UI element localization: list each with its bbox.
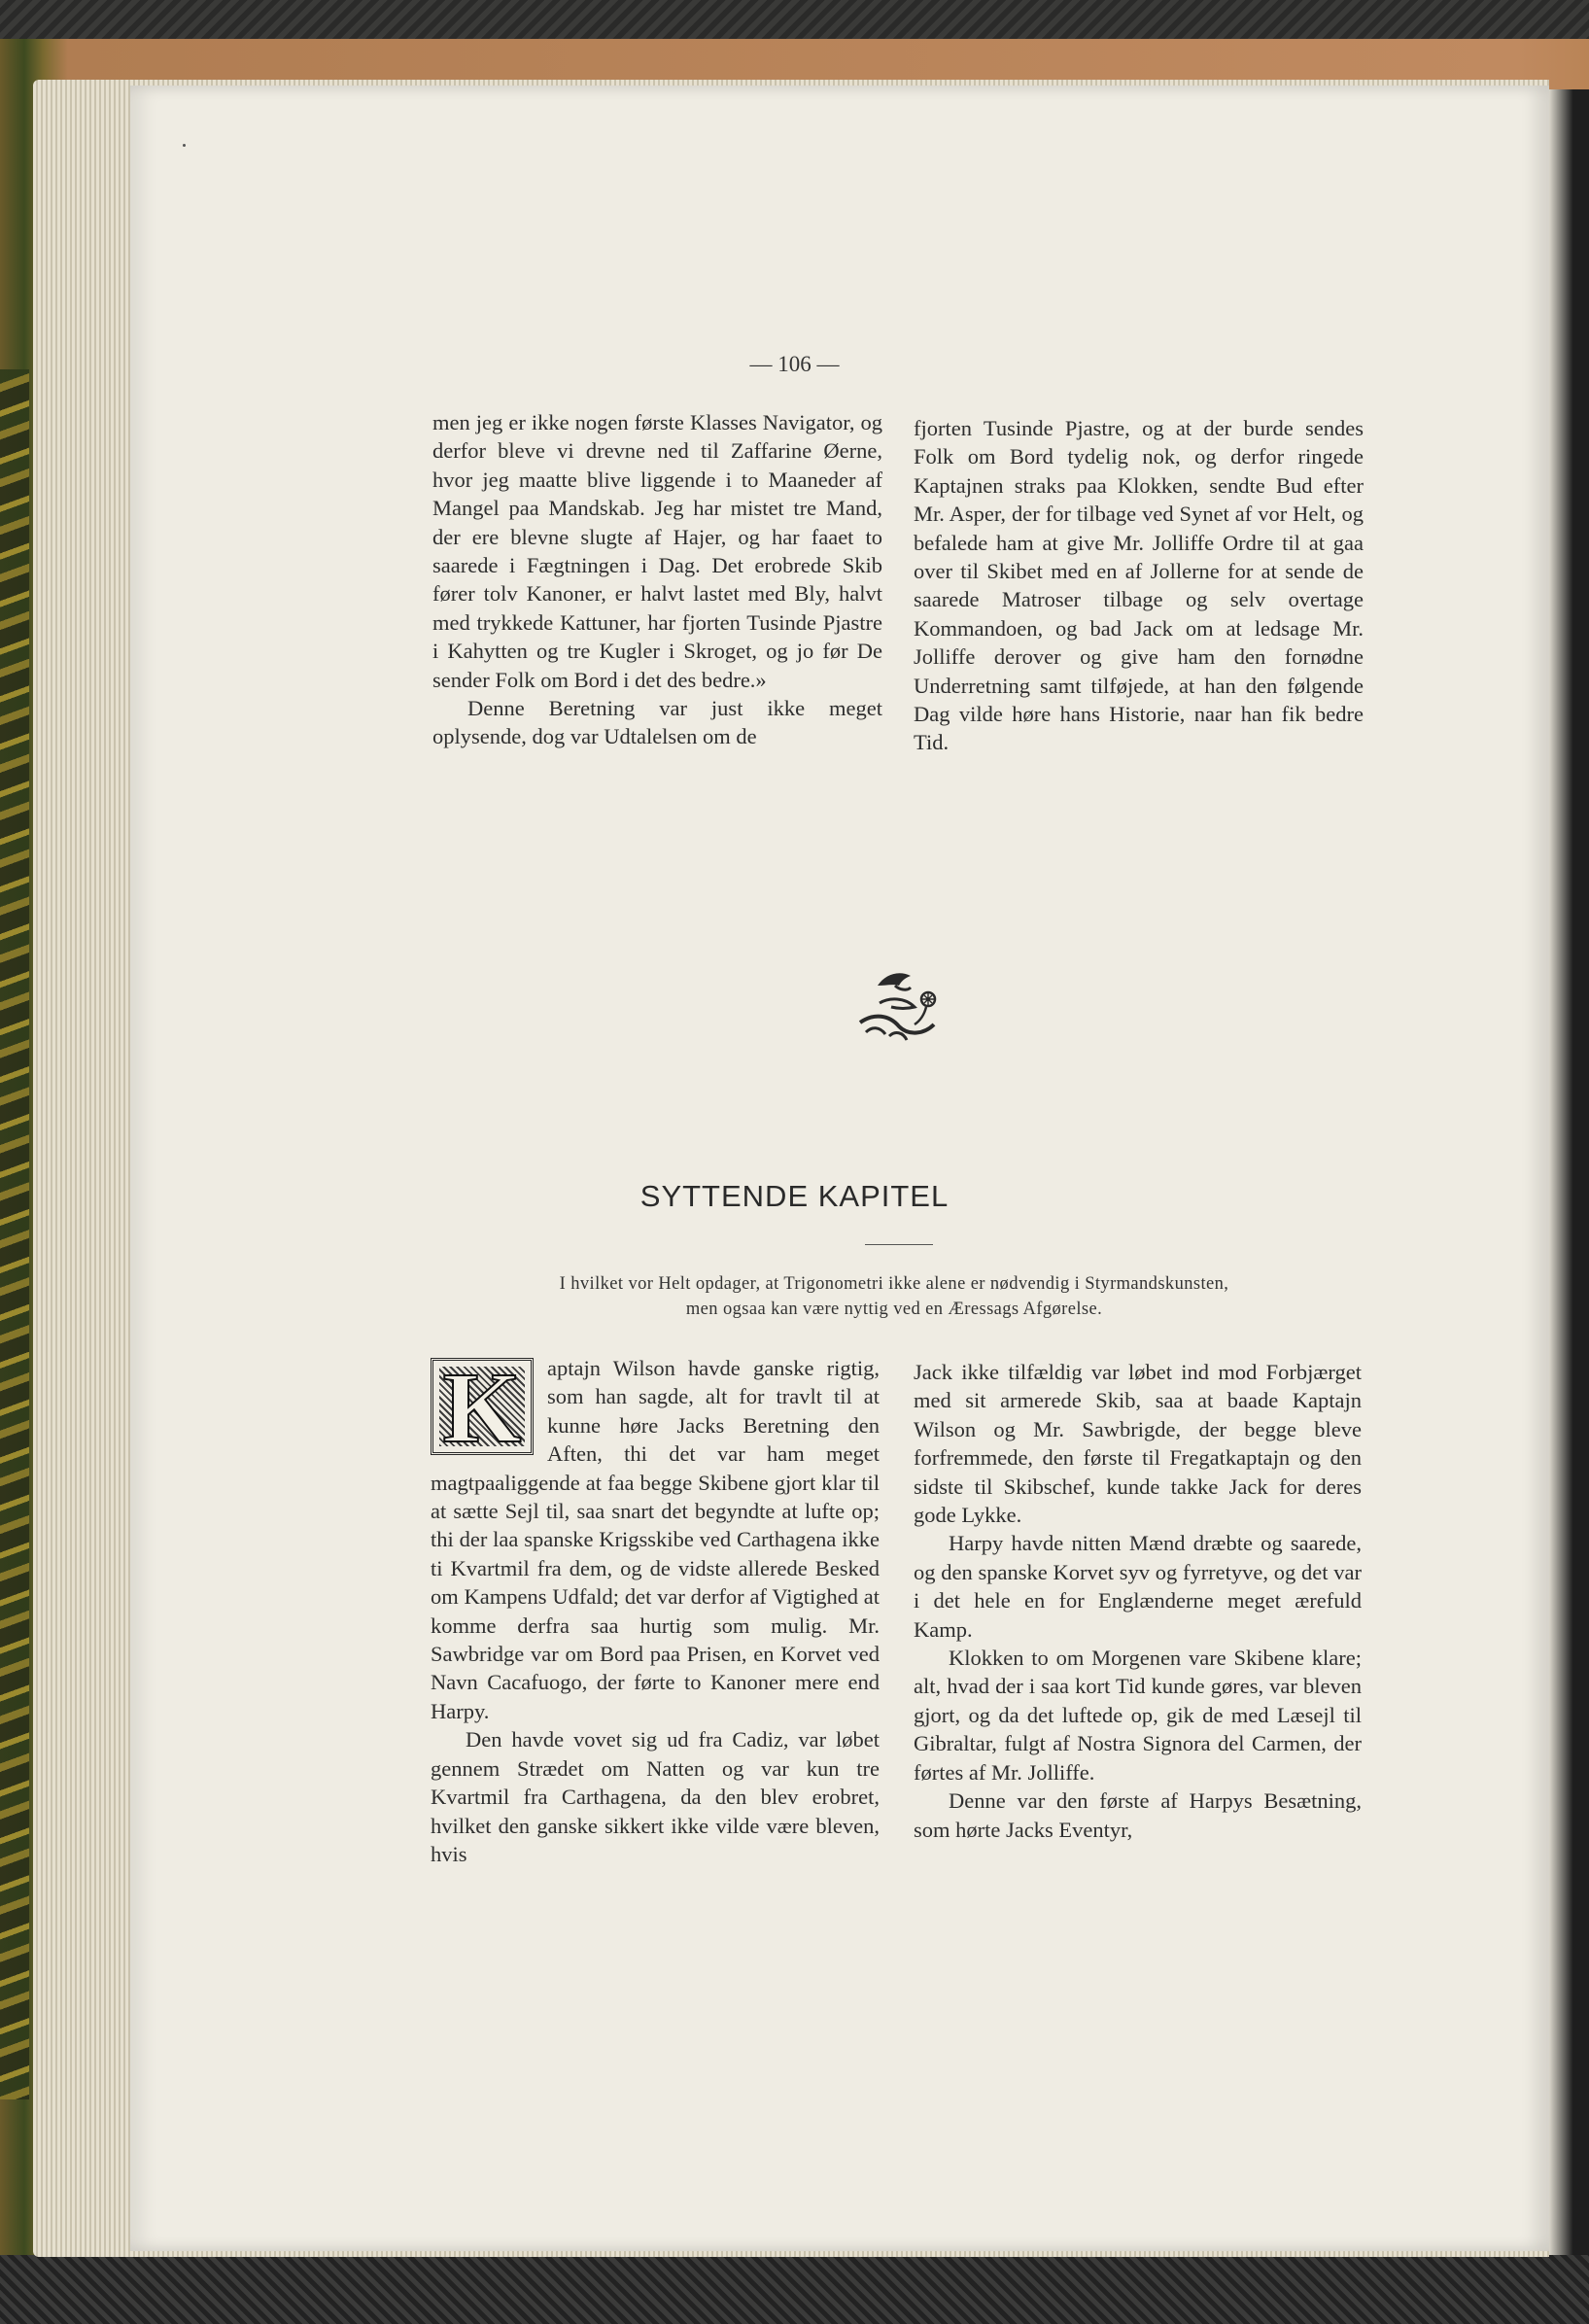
text-column-4 (914, 1358, 1362, 1844)
paragraph: Klokken to om Morgenen vare Skibene klare; alt, hvad der i saa kort Tid kunde gøres, var bleven gjort, og da det luftede op, gik de med Læsejl til Gibraltar, fulgt af Nostra Signora del Carmen, der førtes af Mr. Jolliffe. (914, 1646, 1362, 1785)
page-number: — 106 — (749, 352, 840, 376)
paragraph: Harpy havde nitten Mænd dræbte og saarede, og den spanske Korvet syv og fyrretyve, og det var i det hele en for Englænderne meget ærefuld Kamp. (914, 1531, 1362, 1642)
bird-and-flower-vignette-icon (850, 964, 948, 1046)
paragraph: Jack ikke tilfældig var løbet ind mod Forbjærget med sit armerede Skib, saa at baade Kaptajn Wilson og Mr. Sawbrigde, der begge bleve forfremmede, den første til Fregatkaptajn og den sidste til Skibschef, kunde takke Jack for deres gode Lykke. (914, 1360, 1362, 1528)
paragraph: Denne Beretning var just ikke meget oplysende, dog var Udtalelsen om de (432, 696, 882, 749)
paper-speck (183, 144, 186, 147)
paragraph: Den havde vovet sig ud fra Cadiz, var løbet gennem Strædet om Natten og var kun tre Kvartmil fra Carthagena, da den blev erobret, hvilket den ganske sikkert ikke vilde være bleven, hvis (431, 1727, 880, 1866)
drop-cap (431, 1352, 534, 1464)
page-gutter-shadow (1549, 89, 1589, 2255)
paragraph: men jeg er ikke nogen første Klasses Navigator, og derfor bleve vi drevne ned til Zaffarine Øerne, hvor jeg maatte blive liggende i to Maaneder af Mangel paa Mandskab. Jeg har mistet tre Mand, der ere blevne slugte af Hajer, og har faaet to saarede i Fægtningen i Dag. Det erobrede Skib fører tolv Kanoner, er halvt lastet med Bly, halvt med trykkede Kattuner, har fjorten Tusinde Pjastre i Kahytten og tre Kugler i Skroget, og jo før De sender Folk om Bord i det des bedre.» (432, 410, 882, 692)
chapter-rule (865, 1244, 933, 1245)
chapter-title: SYTTENDE KAPITEL (639, 1179, 950, 1213)
chapter-summary-line: men ogsaa kan være nyttig ved en Æressags Afgørelse. (685, 1300, 1103, 1319)
text-column-3 (431, 1354, 880, 1868)
chapter-summary-line: I hvilket vor Helt opdager, at Trigonometri ikke alene er nødvendig i Styrmandskunsten, (559, 1274, 1229, 1294)
drop-cap-letter: K (442, 1352, 522, 1464)
marbled-endpaper (0, 369, 29, 2099)
text-column-1 (432, 408, 882, 751)
paragraph: Denne var den første af Harpys Besætning, som hørte Jacks Eventyr, (914, 1788, 1362, 1842)
paragraph: fjorten Tusinde Pjastre, og at der burde sendes Folk om Bord tydelig nok, og derfor ringede Kaptajnen straks paa Klokken, sendte Bud efter Mr. Asper, der for tilbage ved Synet af vor Helt, og befalede ham at give Mr. Jolliffe Ordre til at gaa over til Skibet med en af Jollerne for at sende de saarede Matroser tilbage og selv overtage Kommandoen, og bad Jack om at ledsage Mr. Jolliffe derover og give ham den fornødne Underretning samt tilføjede, at han den følgende Dag vilde høre hans Historie, naar han fik bedre Tid. (914, 416, 1364, 755)
background-cloth (0, 2255, 1589, 2324)
text-column-2 (914, 414, 1364, 757)
paragraph: aptajn Wilson havde ganske rigtig, som han sagde, alt for travlt til at kunne høre Jacks Beretning den Aften, thi det var ham meget magtpaaliggende at faa begge Skibene gjort klar til at sætte Sejl til, saa snart det begyndte at lufte op; thi der laa spanske Krigsskibe ved Carthagena ikke ti Kvartmil fra dem, og de vidste allerede Besked om Kampens Udfald; det var derfor af Vigtighed at komme derfra saa hurtig som mulig. Mr. Sawbridge var om Bord paa Prisen, en Korvet ved Navn Cacafuogo, der førte to Kanoner mere end Harpy. (431, 1356, 880, 1723)
chapter-summary (447, 1271, 1341, 1322)
